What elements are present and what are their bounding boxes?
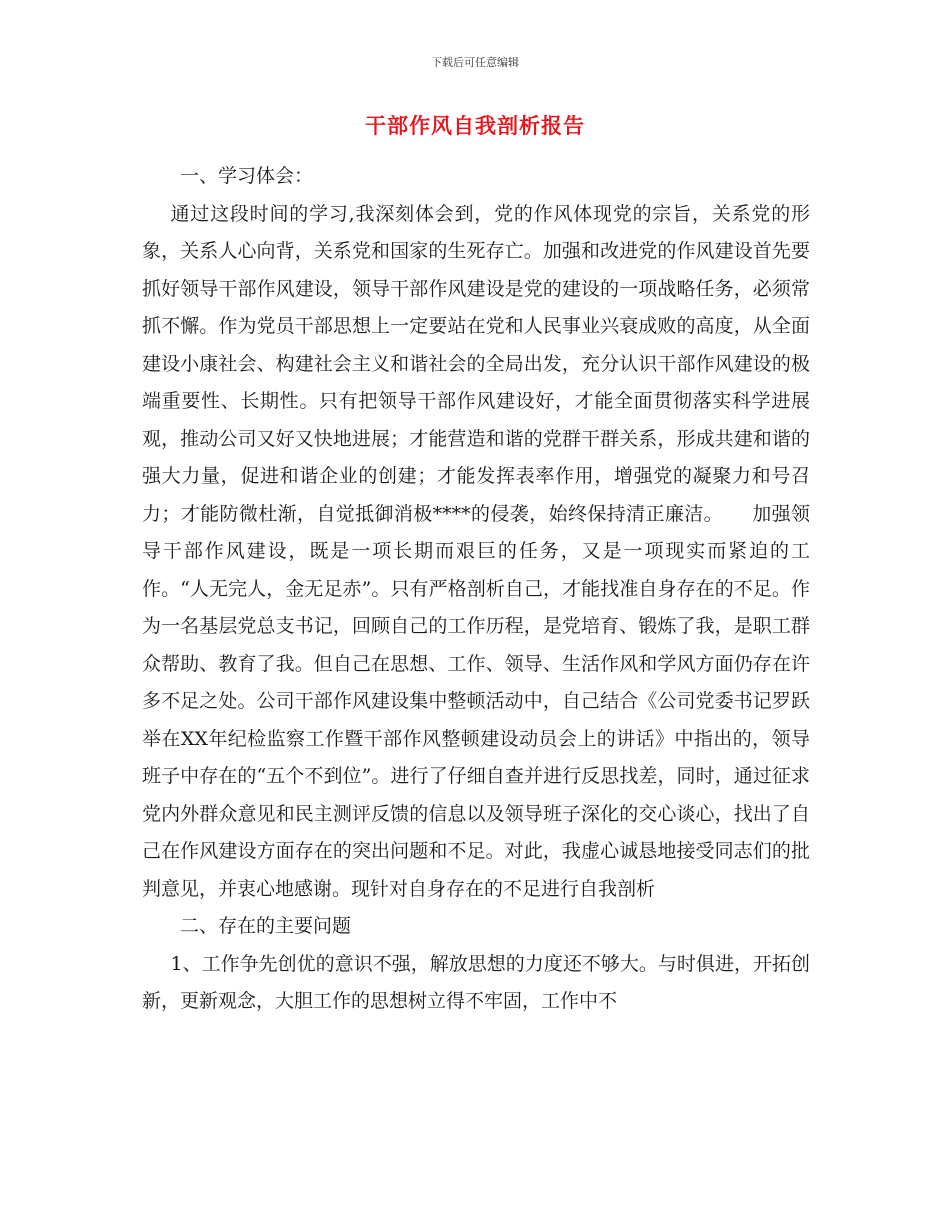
document-body bbox=[142, 158, 810, 1021]
header-note: 下载后可任意编辑 bbox=[431, 56, 519, 69]
paragraph-problem-1: 1、工作争先创优的意识不强，解放思想的力度还不够大。与时俱进，开拓创新，更新观念，大胆工作的思想树立得不牢固，工作中不 bbox=[142, 952, 810, 1012]
section-heading-study: 一、学习体会： bbox=[180, 165, 314, 187]
section-heading-problems: 二、存在的主要问题 bbox=[180, 915, 352, 937]
paragraph-study-experience: 通过这段时间的学习,我深刻体会到，党的作风体现党的宗旨，关系党的形象，关系人心向背，关系党和国家的生死存亡。加强和改进党的作风建设首先要抓好领导干部作风建设，领导干部作风建设是党的建设的一项战略任务，必须常抓不懈。作为党员干部思想上一定要站在党和人民事业兴衰成败的高度，从全面建设小康社会、构建社会主义和谐社会的全局出发，充分认识干部作风建设的极端重要性、长期性。只有把领导干部作风建设好，才能全面贯彻落实科学进展观，推动公司又好又快地进展；才能营造和谐的党群干群关系，形成共建和谐的强大力量，促进和谐企业的创建；才能发挥表率作用，增强党的凝聚力和号召力；才能防微杜渐，自觉抵御消极****的侵袭，始终保持清正廉洁。 加强领导干部作风建设，既是一项长期而艰巨的任务，又是一项现实而紧迫的工作。“人无完人，金无足赤”。只有严格剖析自己，才能找准自身存在的不足。作为一名基层党总支书记，回顾自己的工作历程，是党培育、锻炼了我，是职工群众帮助、教育了我。但自己在思想、工作、领导、生活作风和学风方面仍存在许多不足之处。公司干部作风建设集中整顿活动中，自己结合《公司党委书记罗跃举在XX年纪检监察工作暨干部作风整顿建设动员会上的讲话》中指出的，领导班子中存在的“五个不到位”。进行了仔细自查并进行反思找差，同时，通过征求党内外群众意见和民主测评反馈的信息以及领导班子深化的交心谈心，找出了自己在作风建设方面存在的突出问题和不足。对此，我虚心诚恳地接受同志们的批判意见，并衷心地感谢。现针对自身存在的不足进行自我剖析 bbox=[142, 202, 810, 900]
document-title: 干部作风自我剖析报告 bbox=[365, 114, 585, 138]
